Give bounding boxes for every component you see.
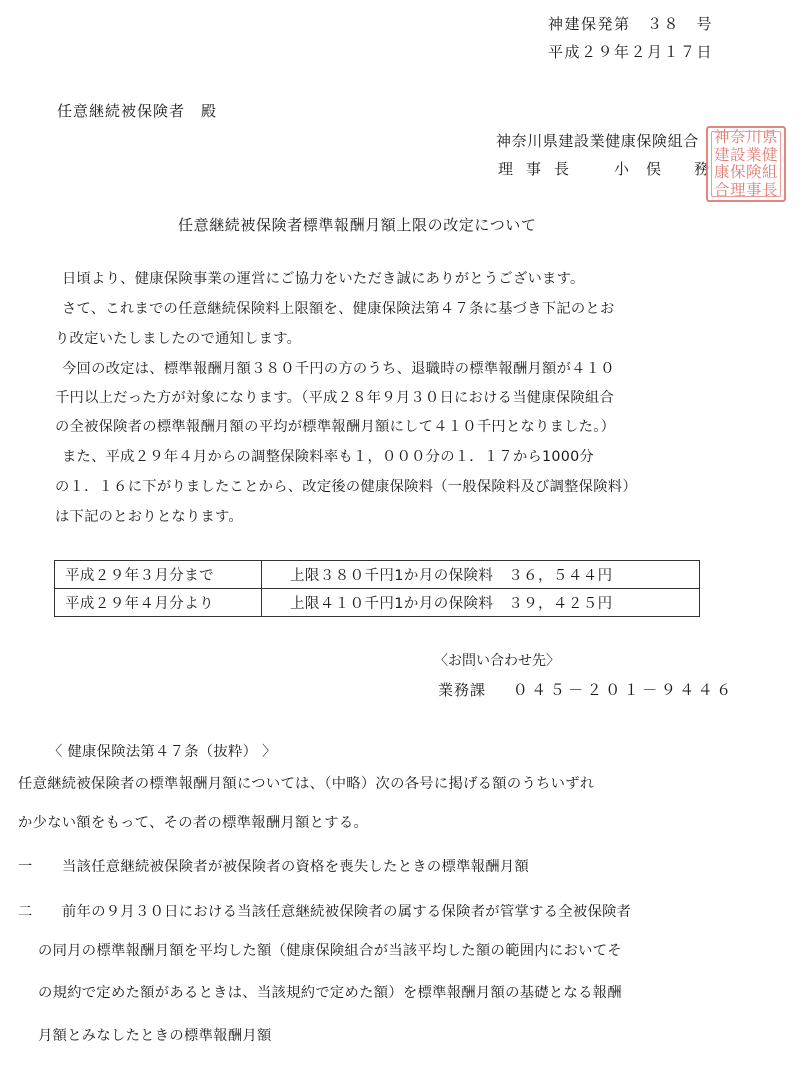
organization-name: 神奈川県建設業健康保険組合: [496, 132, 699, 150]
body-line: り改定いたしましたので通知します。: [55, 331, 302, 347]
premium-cell: 上限３８０千円1か月の保険料 ３６，５４４円: [262, 561, 700, 589]
period-cell: 平成２９年４月分より: [55, 589, 262, 617]
law-item-text: の同月の標準報酬月額を平均した額（健康保険組合が当該平均した額の範囲内においてそ: [38, 943, 622, 959]
seal-line: 合理事長: [713, 180, 778, 199]
seal-line: 神奈川県: [713, 128, 778, 146]
law-item-text: 当該任意継続被保険者が被保険者の資格を喪失したときの標準報酬月額: [62, 859, 530, 875]
contact-phone: ０４５－２０１－９４４６: [512, 681, 735, 699]
period-cell: 平成２９年３月分まで: [55, 561, 262, 589]
body-line: 千円以上だった方が対象になります。（平成２８年９月３０日における当健康保険組合: [55, 390, 615, 406]
body-line: 今回の改定は、標準報酬月額３８０千円の方のうち、退職時の標準報酬月額が４１０: [62, 361, 615, 377]
law-item-text: の規約で定めた額があるときは、当該規約で定めた額）を標準報酬月額の基礎となる報酬: [38, 985, 622, 1001]
seal-line: 建設業健: [713, 145, 778, 164]
document-number: 神建保発第 ３８ 号: [548, 15, 714, 33]
law-heading: 〈 健康保険法第４７条（抜粋） 〉: [48, 744, 277, 760]
law-item-number: 二: [18, 904, 33, 920]
sender-title-1: 理: [498, 160, 514, 178]
seal-line: 康保険組: [713, 163, 778, 181]
body-line: の１．１６に下がりましたことから、改定後の健康保険料（一般保険料及び調整保険料）: [55, 479, 637, 495]
law-item-text: 月額とみなしたときの標準報酬月額: [38, 1028, 272, 1044]
body-line: は下記のとおりとなります。: [55, 509, 243, 525]
document-title: 任意継続被保険者標準報酬月額上限の改定について: [178, 216, 537, 234]
law-intro-line: か少ない額をもって、その者の標準報酬月額とする。: [18, 815, 369, 831]
addressee: 任意継続被保険者 殿: [57, 102, 218, 120]
sender-title-2: 事: [526, 160, 542, 178]
table-row: [55, 589, 700, 617]
table-row: [55, 561, 700, 589]
body-line: 日頃より、健康保険事業の運営にご協力をいただき誠にありがとうございます。: [62, 271, 585, 287]
law-item-text: 前年の９月３０日における当該任意継続被保険者の属する保険者が管掌する全被保険者: [62, 904, 632, 920]
sender-name: 小 俣 務: [614, 160, 711, 178]
issue-date: 平成２９年２月１７日: [548, 43, 714, 61]
sender-title-3: 長: [554, 160, 570, 178]
contact-department: 業務課: [438, 681, 487, 699]
law-item-number: 一: [18, 859, 33, 875]
contact-label: 〈お問い合わせ先〉: [434, 653, 560, 669]
body-line: の全被保険者の標準報酬月額の平均が標準報酬月額にして４１０千円となりました。）: [55, 419, 616, 435]
premium-table: [54, 560, 700, 617]
premium-cell: 上限４１０千円1か月の保険料 ３９，４２５円: [262, 589, 700, 617]
body-line: さて、これまでの任意継続保険料上限額を、健康保険法第４７条に基づき下記のとお: [62, 301, 615, 317]
law-intro-line: 任意継続被保険者の標準報酬月額については、（中略）次の各号に掲げる額のうちいずれ: [18, 776, 595, 792]
official-seal: [706, 126, 786, 202]
contact-line: [438, 680, 735, 700]
body-line: また、平成２９年４月からの調整保険料率も１，０００分の１．１７から1000分: [62, 449, 594, 465]
